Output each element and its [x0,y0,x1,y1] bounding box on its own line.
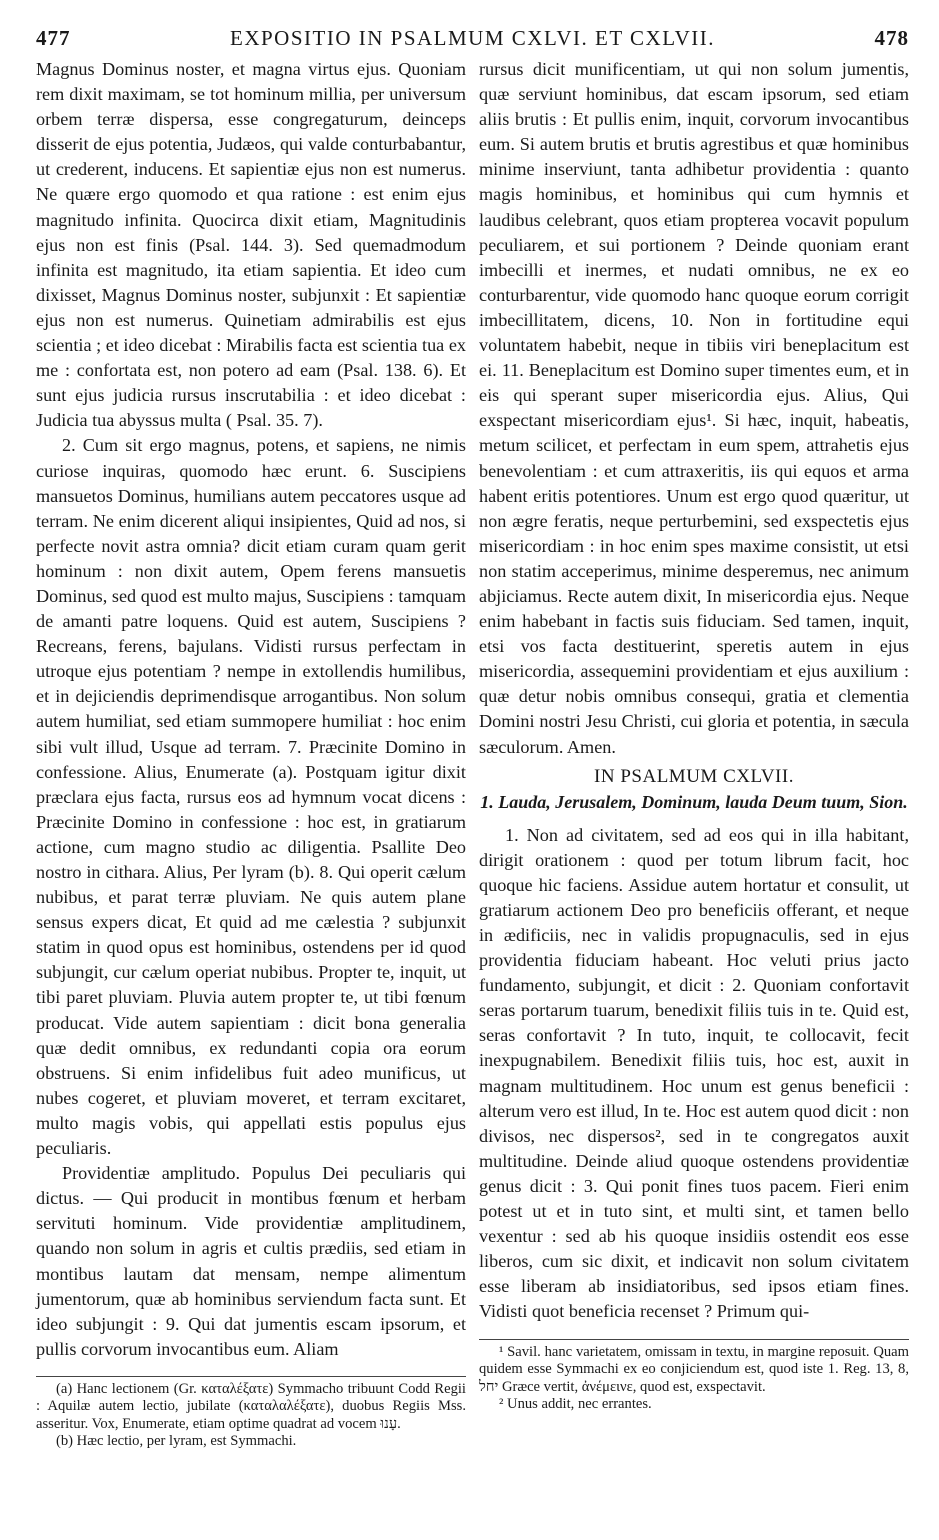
footnote: (a) Hanc lectionem (Gr. καταλέξατε) Symmacho tribuunt Codd Regii : Aquilæ autem lectio, jubilate (καταλαλέξατε), duobus Regiis Mss. asseritur. Vox, Enumerate, etiam optime quadrat ad vocem עָנוּ. [36,1380,466,1432]
footnote: ² Unus addit, nec errantes. [499,1396,652,1412]
footnote-divider [479,1339,909,1340]
right-column [479,57,909,1451]
footnote: (b) Hæc lectio, per lyram, est Symmachi. [56,1433,297,1450]
left-column [36,57,466,1451]
body-paragraph: 1. Non ad civitatem, sed ad eos qui in illa habitant, dirigit orationem : quod per totum librum facit, hoc quoque hic faciens. Assidue autem hortatur et consulit, ut gratiarum actionem Deo pro beneficiis offerant, et neque in ædificiis, nec in validis propugnaculis, sed in ejus providentia fiduciam habeant. Hoc veluti prius jacto fundamento, subjungit, et dicit : 2. Quoniam confortavit seras portarum tuarum, benedixit filiis tuis in te. Quid est, seras confortavit ? In tuto, inquit, te collocavit, fecit inexpugnabilem. Benedixit filiis tuis, hoc est, auxit in magnam multitudinem. Hoc unum est genus beneficii : alterum vero est illud, In te. Hoc est autem quod dicit : non divisos, nec dispersos², sed in te congregatos auxit multitudine. Deinde aliud quoque ostendens providentiæ genus dicit : 3. Qui ponit fines tuos pacem. Fieri enim potest ut et in tuto sint, et multi sint, et tamen bello vexentur : sed ab his quoque insidiis ostendit eos esse liberos, cum sic dixit, et indicavit non solum civitatem esse liberam ab insidiatoribus, sed ipsos etiam fines. Vidisti quot beneficia recenset ? Primum qui- [479,824,909,1322]
section-heading: IN PSALMUM CXLVII. [594,765,794,787]
body-paragraph: Magnus Dominus noster, et magna virtus ejus. Quoniam rem dixit maximam, se tot hominum millia, per universum orbem terræ dispersa, esse congregaturum, deinceps disserit de ejus potentia, Judæos, qui valde conturbabantur, ut crederent, inducens. Et sapientiæ ejus non est numerus. Ne quære ergo quomodo et qua ratione : est enim ejus magnitudo infinita. Quocirca dixit etiam, Magnitudinis ejus non est finis (Psal. 144. 3). Sed quemadmodum infinita est magnitudo, ita etiam sapientia. Et ideo cum dixisset, Magnus Dominus noster, subjunxit : Et sapientiæ ejus non est numerus. Quinetiam admirabilis est ejus scientia ; et ideo dicebat : Mirabilis facta est scientia tua ex me : confortata est, non potero ad eam (Psal. 138. 6). Et sunt ejus judicia rursus inscrutabilia : et ideo dicebat : Judicia tua abyssus multa ( Psal. 35. 7). [36,59,466,431]
left-page-number: 477 [36,26,71,50]
right-page-number: 478 [874,26,909,50]
body-paragraph: 2. Cum sit ergo magnus, potens, et sapiens, ne nimis curiose inquiras, quomodo hæc erunt. 6. Suscipiens mansuetos Dominus, humilians autem peccatores usque ad terram. Ne enim dicerent aliqui insipientes, Quid ad nos, si perfecte novit astra omnia? dicit etiam curam quam gerit hominum : non dixit autem, Opem ferens mansuetis Dominus, sed quod est multo majus, Suscipiens : tamquam de amanti patre loquens. Quid est autem, Suscipiens ? Recreans, ferens, bajulans. Vidisti rursus perfectam in utroque ejus potentiam ? nempe in extollendis humilibus, et in dejiciendis deprimendisque arrogantibus. Non solum autem humiliat, sed etiam summopere humiliat : hoc enim sibi vult illud, Usque ad terram. 7. Præcinite Domino in confessione. Alius, Enumerate (a). Postquam igitur dixit præclara ejus facta, rursus eos ad hymnum vocat dicens : Præcinite Domino in confessione : hoc est, in gratiarum actione, cum magno studio ac diligentia. Psallite Deo nostro in cithara. Alius, Per lyram (b). 8. Qui operit cælum nubibus, et parat terræ pluviam. Ne quis autem plane sensus expers dicat, Et quid ad me cælestia ? subjunxit statim in quod opus est hominibus, ostendens per id quod subjungit, cur cælum operiat nubibus. Propter te, inquit, ut tibi paret pluviam. Pluvia autem propter te, ut tibi fœnum producat. Vide autem sapientiam : dicit bona generalia quæ dedit omnibus, ex redundanti copia ora eorum obstruens. Si enim infidelibus fuit adeo munificus, ut nubes cogeret, et pluviam moveret, et terram excitaret, multo magis vobis, qui appellati estis populus ejus peculiaris. [36,435,466,1159]
footnotes [479,1344,909,1414]
running-title: EXPOSITIO IN PSALMUM CXLVI. ET CXLVII. [230,26,715,50]
footnote-divider [36,1376,466,1377]
body-paragraph: Providentiæ amplitudo. Populus Dei peculiaris qui dictus. — Qui producit in montibus fœnum et herbam servituti hominum. Vide providentiæ amplitudinem, quando non solum in agris et cultis prædiis, sed etiam in montibus lautam dat mensam, nempe alimentum jumentorum, quæ ab hominibus serviendum facta sunt. Et ideo subjungit : 9. Qui dat jumentis escam ipsorum, et pullis corvorum invocantibus eum. Aliam [36,1163,466,1359]
footnotes [36,1381,466,1451]
footnote: ¹ Savil. hanc varietatem, omissam in textu, in margine reposuit. Quam quidem esse Symmachi ex eo conjiciendum est, quod iste 1. Reg. 13, 8, יחל Græce vertit, ἀνέμεινε, quod est, exspectavit. [479,1343,909,1395]
body-paragraph: rursus dicit munificentiam, ut qui non solum jumentis, quæ serviunt hominibus, dat escam ipsorum, sed etiam aliis brutis : Et pullis enim, inquit, corvorum invocantibus eum. Si autem brutis et brutis agrestibus et quæ hominibus minime inserviunt, tanta adhibetur providentia : quanto magis hominibus, et hominibus qui cum hymnis et laudibus celebrant, quos etiam propterea vocavit populum peculiarem, et sui portionem ? Deinde quoniam erant imbecilli et inermes, et nudati omnibus, ne ex eo conturbarentur, vide quomodo hanc quoque eorum corrigit imbecillitatem, dicens, 10. Non in fortitudine equi voluntatem habebit, neque in tibiis viri beneplacitum est ei. 11. Beneplacitum est Domino super timentes eum, et in eis qui sperant super misericordia ejus. Alius, Qui exspectant misericordiam ejus¹. Si hæc, inquit, habeatis, metum scilicet, et perfectam in eum spem, attrahetis ejus benevolentiam : et cum attraxeritis, iis qui equos et arma habent eritis potentiores. Unum est ergo quod quæritur, ut non ægre feratis, neque perturbemini, sed exspectetis ejus misericordiam : in hoc enim spes maxime consistit, ut etsi non statim acceperimus, minime desperemus, nec animum abjiciamus. Recte autem dixit, In misericordia ejus. Neque enim habebant in factis suis fiduciam. Sed tamen, inquit, etsi vos facta destituerint, speretis autem in ejus misericordia, assequemini providentiam et ejus auxilium : quæ detur nobis omnibus consequi, gratia et clementia Domini nostri Jesu Christi, cui gloria et potentia, in sæcula sæculorum. Amen. [479,59,909,757]
text-columns [36,57,909,1451]
section-verse: 1. Lauda, Jerusalem, Dominum, lauda Deum tuum, Sion. [480,791,908,812]
running-header [36,26,909,51]
